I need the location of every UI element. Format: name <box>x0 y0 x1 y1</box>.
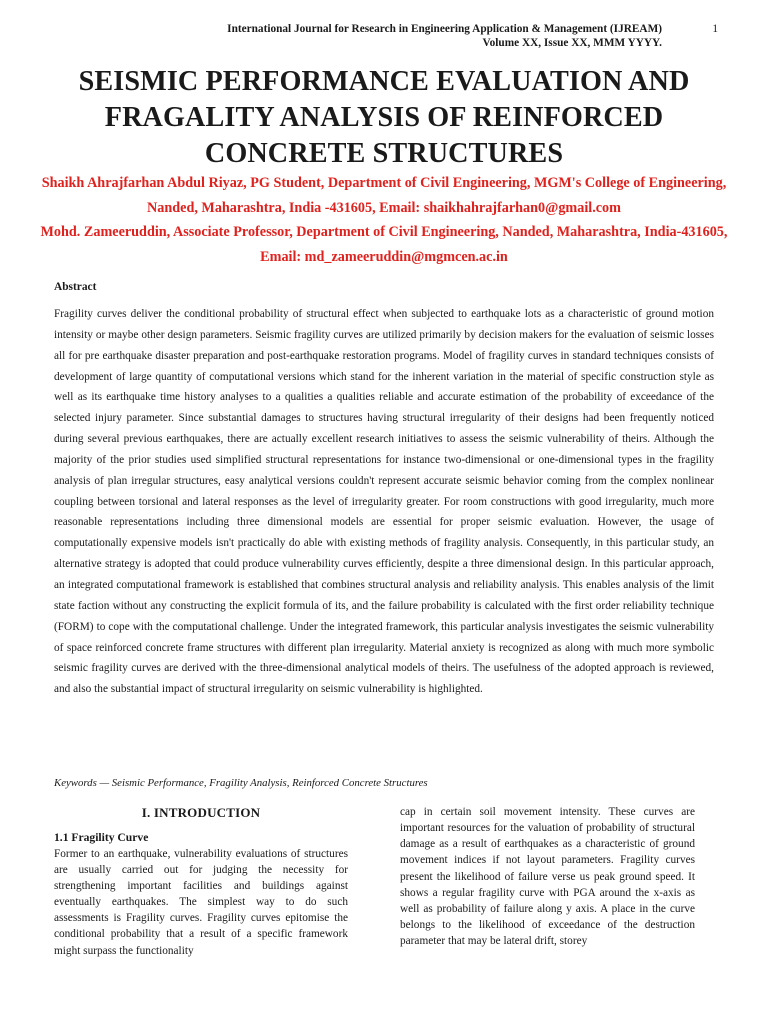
paper-title: SEISMIC PERFORMANCE EVALUATION AND FRAGALITY ANALYSIS OF REINFORCED CONCRETE STRUCTURES <box>78 66 690 169</box>
volume-issue: Volume XX, Issue XX, MMM YYYY. <box>482 37 662 49</box>
left-column <box>54 804 348 959</box>
author-1-affiliation: Shaikh Ahrajfarhan Abdul Riyaz, PG Student, Department of Civil Engineering, MGM's College of Engineering, Nanded, Maharashtra, India -431605, Email: shaikhahrajfarhan0@gmail.com <box>41 175 727 216</box>
journal-name: International Journal for Research in Engineering Application & Management (IJREAM) <box>227 23 662 35</box>
author-2-affiliation: Mohd. Zameeruddin, Associate Professor, Department of Civil Engineering, Nanded, Maharashtra, India-431605, Email: md_zameeruddin@mgmcen.ac.in <box>40 224 728 265</box>
author-block <box>40 171 728 269</box>
running-header <box>150 22 662 50</box>
right-column-paragraph: cap in certain soil movement intensity. These curves are important resources for the valuation of probability of structural damage as a result of earthquakes as a characteristic of ground movement indices if not layout parameters. Fragility curves present the likelihood of failure verse us peak ground speed. It shows a regular fragility curve with PGA around the x-axis as well as probability of failure along y axis. A place in the curve belongs to the likelihood of exceedance of the destruction parameter that may be lateral drift, storey <box>400 806 695 948</box>
left-column-paragraph: Former to an earthquake, vulnerability evaluations of structures are usually carried out for judging the necessity for strengthening important facilities and buildings against eventually earthquakes. The simplest way to do such assessments is Fragility curves. Fragility curves epitomise the conditional probability that a result of a specific framework might surpass the functionality <box>54 848 348 957</box>
abstract-heading: Abstract <box>54 281 97 293</box>
subsection-heading-fragility-curve: 1.1 Fragility Curve <box>54 831 149 844</box>
abstract-body: Fragility curves deliver the conditional probability of structural effect when subjected to earthquake lots as a characteristic of ground motion intensity or maybe other design parameters. Seismic fragility curves are utilized primarily by decision makers for the evaluation of seismic losses all for pre earthquake disaster preparation and post-earthquake restoration programs. Model of fragility curves in standard techniques consists of development of large quantity of computational versions which stand for the inherent variation in the material of specific construction style as well as its earthquake time history analyses to a qualities a qualities reliable and accurate estimation of the probability of exceedance of the selected injury parameter. Since substantial damages to structures having structural irregularity of their designs had been frequently noticed during several previous earthquakes, there are actually excellent research initiatives to assess the seismic vulnerability of theirs. Although the majority of the prior studies used simplified structural representations for instance two-dimensional or one-dimensional types in the fragility analysis of plan irregular structures, easy analytical versions couldn't represent accurate seismic behavior coming from the complex nonlinear coupling between torsional and lateral responses as the level of irregularity greater. For room constructions with good irregularity, much more reasonable representations including three dimensional models are essential for proper seismic evaluation. However, the usage of computationally expensive models isn't practically do able with existing methods of fragility analysis. Consequently, in this particular study, an alternative strategy is adopted that could produce vulnerability curves efficiently, despite a three dimensional design. In this particular approach, an integrated computational framework is established that combines structural analysis and reliability analysis. This enables analysis of the limit state faction without any constructing the explicit formula of its, and the failure probability is calculated with the first order reliability technique (FORM) to cope with the computational challenge. Under the integrated framework, this particular analysis investigates the seismic vulnerability of space reinforced concrete frame structures with different plan irregularity. Material anxiety is recognized as along with much more symbolic seismic fragility curves are derived with the three-dimensional analytical models of theirs. The usefulness of the adopted approach is reviewed, and also the substantial impact of structural irregularity on seismic vulnerability is highlighted. <box>54 308 714 696</box>
section-heading-introduction: I. INTRODUCTION <box>141 805 261 820</box>
page-number: 1 <box>712 23 718 35</box>
right-column <box>400 804 695 949</box>
keywords: Keywords — Seismic Performance, Fragility Analysis, Reinforced Concrete Structures <box>54 777 428 789</box>
